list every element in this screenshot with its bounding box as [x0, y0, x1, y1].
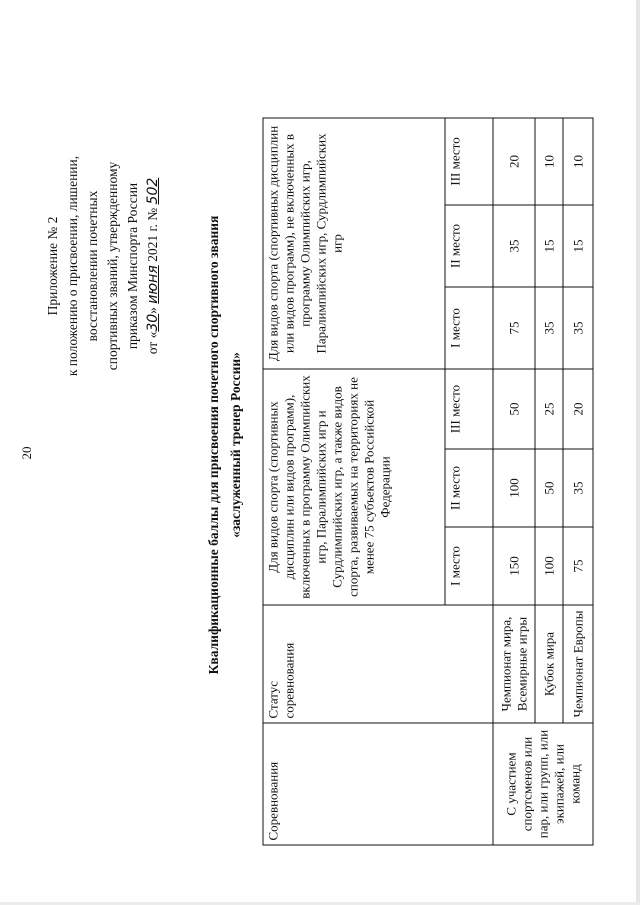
cell-value: 75 [493, 286, 535, 368]
cell-value: 10 [535, 117, 563, 204]
page-number: 20 [19, 446, 34, 460]
cell-value: 100 [493, 449, 535, 527]
title-line-2: «заслуженный тренер России» [228, 352, 243, 538]
cell-value: 50 [493, 368, 535, 448]
date-mid: » [145, 303, 160, 314]
date-year: 2021 г. № [145, 204, 160, 266]
header-other-sports: Для видов спорта (спортивных дисциплин или видов программ), не включенных в программу Олимпийских игр, Паралимпийских игр, Сурдлимпийских игр [263, 117, 445, 368]
points-table [262, 117, 593, 845]
row-group-label: С участием спортсменов или пар, или групп, или экипажей, или команд [493, 723, 593, 845]
header-place-1: I место [445, 286, 493, 368]
cell-value: 10 [563, 117, 593, 204]
appendix-line-5: приказом Минспорта России [125, 182, 140, 350]
cell-value: 35 [563, 449, 593, 527]
header-place-3: III место [445, 117, 493, 204]
cell-value: 25 [535, 368, 563, 448]
header-status: Статус соревнования [263, 605, 493, 723]
header-place-3: III место [445, 368, 493, 448]
appendix-line-4: спортивных званий, утвержденному [105, 161, 120, 371]
row-status: Чемпионат мира, Всемирные игры [493, 605, 535, 723]
cell-value: 150 [493, 527, 535, 605]
points-table-container [262, 118, 592, 845]
appendix-date-line [143, 121, 163, 411]
cell-value: 20 [563, 368, 593, 448]
cell-value: 35 [563, 286, 593, 368]
date-prefix: от « [145, 331, 160, 355]
cell-value: 15 [535, 204, 563, 286]
cell-value: 75 [563, 527, 593, 605]
date-day: 30 [145, 313, 161, 332]
cell-value: 15 [563, 204, 593, 286]
cell-value: 20 [493, 117, 535, 204]
header-competitions: Соревнования [263, 723, 493, 845]
cell-value: 50 [535, 449, 563, 527]
appendix-header [43, 121, 183, 411]
header-place-1: I место [445, 527, 493, 605]
header-place-2: II место [445, 449, 493, 527]
title-line-1: Квалификационные баллы для присвоения почетного спортивного звания [206, 215, 221, 675]
header-olympic-sports: Для видов спорта (спортивных дисциплин или видов программ), включенных в программу Олимпийских игр, Паралимпийских игр и Сурдлимпийских игр, а также видов спорта, развиваемых на территориях не менее 75 субъектов Российской Федерации [263, 368, 445, 604]
appendix-line-3: восстановлении почетных [85, 190, 100, 342]
date-month: июня [145, 265, 161, 304]
scan-edge [636, 0, 640, 905]
cell-value: 100 [535, 527, 563, 605]
cell-value: 35 [535, 286, 563, 368]
row-status: Чемпионат Европы [563, 605, 593, 723]
order-number: 502 [145, 177, 161, 205]
document-title [203, 160, 251, 730]
table-row [493, 117, 535, 844]
cell-value: 35 [493, 204, 535, 286]
appendix-line-2: к положению о присвоении, лишении, [65, 155, 80, 377]
header-place-2: II место [445, 204, 493, 286]
row-status: Кубок мира [535, 605, 563, 723]
appendix-line-1: Приложение № 2 [45, 216, 60, 316]
